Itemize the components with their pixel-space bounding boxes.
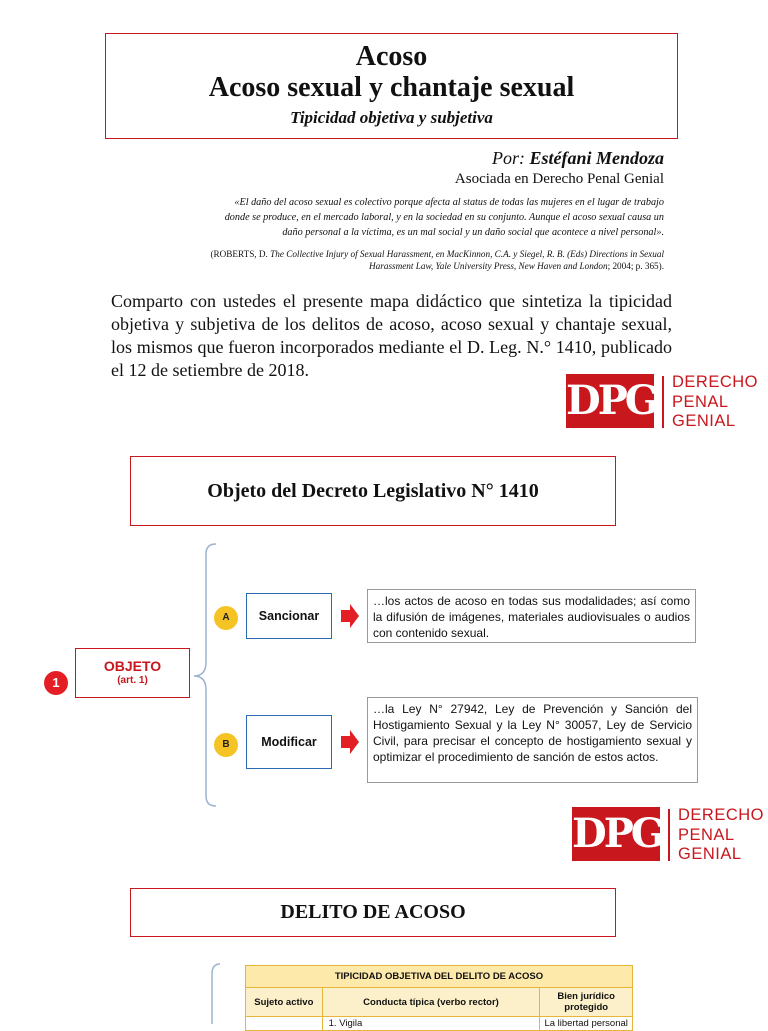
item-b-verb: Modificar [246, 715, 332, 769]
item-a-badge: A [214, 606, 238, 630]
logo-line2: PENAL [678, 825, 735, 844]
item-a-verb: Sancionar [246, 593, 332, 639]
arrow-right-icon [340, 603, 360, 629]
logo-words [672, 373, 758, 432]
author-prefix: Por: [491, 148, 525, 168]
section-number-badge: 1 [44, 671, 68, 695]
epigraph-quote: «El daño del acoso sexual es colectivo porque afecta al status de todas las mujeres en el lugar de trabajo donde se produce, en el mercado laboral, y en la sociedad en su conjunto. Aunque el acoso sexual causa un daño personal a la víctima, es un mal social y un daño social que acontece a nivel personal». [224, 197, 664, 238]
dpg-logo [566, 373, 759, 432]
citation-work: The Collective Injury of Sexual Harassment, en MacKinnon, C.A. y Siegel, R. B. (Eds) Directions in Sexual Harassment Law, Yale University Press, New Haven and London [270, 249, 664, 271]
section1-brace [190, 540, 230, 810]
table-cell: La libertad personal [540, 1017, 633, 1031]
logo-divider [668, 809, 670, 861]
table-header-cell: Bien jurídico protegido [540, 988, 633, 1017]
logo-line3: GENIAL [678, 845, 742, 863]
author-affiliation: Asociada en Derecho Penal Genial [454, 171, 664, 187]
author-line [492, 148, 664, 169]
item-b-description: …la Ley N° 27942, Ley de Prevención y Sanción del Hostigamiento Sexual y la Ley N° 30057, Ley de Servicio Civil, para precisar el concepto de hostigamiento sexual y optimizar el procedimiento de sanción de estos actos. [367, 697, 698, 783]
section1-title: Objeto del Decreto Legislativo N° 1410 [130, 456, 616, 526]
arrow-right-icon [340, 729, 360, 755]
table-header-cell: Conducta típica (verbo rector) [322, 988, 540, 1017]
title-line1: Acoso [355, 41, 428, 72]
subtitle: Tipicidad objetiva y subjetiva [290, 108, 493, 127]
citation-start: (ROBERTS, D. [210, 249, 271, 259]
logo-line1: DERECHO [678, 806, 765, 824]
dpg-logo [572, 806, 765, 865]
item-a-description: …los actos de acoso en todas sus modalidades; así como la difusión de imágenes, materiales audiovisuales o audios con contenido sexual. [367, 589, 696, 643]
objeto-article: (art. 1) [117, 675, 148, 686]
author-name: Estéfani Mendoza [529, 148, 664, 168]
logo-line3: GENIAL [672, 412, 736, 430]
objeto-box [75, 648, 190, 698]
title-line2: Acoso sexual y chantaje sexual [208, 72, 575, 103]
item-b-badge: B [214, 733, 238, 757]
logo-line1: DERECHO [672, 373, 759, 391]
title-box [105, 33, 678, 139]
dpg-logo-mark: DPG [566, 374, 654, 428]
logo-divider [662, 376, 664, 428]
section2-brace [200, 960, 224, 1024]
logo-line2: PENAL [672, 392, 729, 411]
objeto-label: OBJETO [103, 658, 162, 674]
citation-end: ; 2004; p. 365). [607, 261, 664, 271]
tipicidad-table [245, 965, 633, 1031]
section2-title: DELITO DE ACOSO [130, 888, 616, 937]
logo-words [678, 806, 764, 865]
intro-paragraph: Comparto con ustedes el presente mapa didáctico que sintetiza la tipicidad objetiva y subjetiva de los delitos de acoso, acoso sexual y chantaje sexual, los mismos que fueron incorporados mediante el D. Leg. N.° 1410, publicado el 12 de setiembre de 2018. [111, 291, 672, 380]
dpg-logo-mark: DPG [572, 807, 660, 861]
table-header-cell: Sujeto activo [246, 988, 323, 1017]
table-caption: TIPICIDAD OBJETIVA DEL DELITO DE ACOSO [246, 966, 633, 988]
table-cell: 1. Vigila [322, 1017, 540, 1031]
epigraph-citation [194, 248, 664, 272]
